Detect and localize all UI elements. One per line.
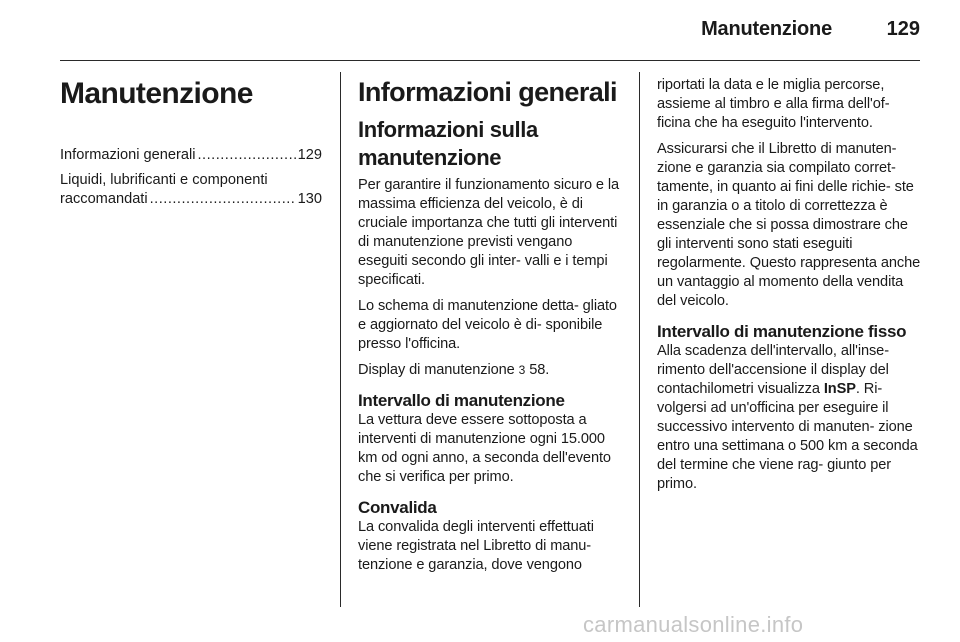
paragraph: Assicurarsi che il Libretto di manuten- zione e garanzia sia compilato corret- tamente, in quanto ai fini delle richie- ste in garanzia o a titolo di correttezza è essenziale che si possa dimostrare che gli interventi sono stati eseguiti regolarmente. Questo rappresenta anche un vantaggio al momento della vendita del veicolo. xyxy=(657,141,921,309)
paragraph: riportati la data e le miglia percorse, assieme al timbro e alla firma dell'of- ficina che ha eseguito l'intervento. xyxy=(657,77,890,131)
section-heading: Informazioni generali xyxy=(358,77,617,107)
toc-entry-fluids[interactable] xyxy=(60,171,322,209)
content-column-2 xyxy=(358,70,622,582)
paragraph: La convalida degli interventi effettuati viene registrata nel Libretto di manu- tenzione e garanzia, dove vengono xyxy=(358,519,594,573)
page-number: 129 xyxy=(886,18,920,40)
toc-entry-page: 129 xyxy=(297,147,322,163)
heading-service-interval: Intervallo di manutenzione xyxy=(358,391,565,410)
watermark: carmanualsonline.info xyxy=(583,612,804,637)
toc-dot-leader xyxy=(150,190,296,209)
cross-reference-text: Display di manutenzione xyxy=(358,362,515,378)
page-reference-arrow-icon[interactable]: 3 xyxy=(518,363,526,377)
running-header-title: Manutenzione xyxy=(701,18,832,40)
toc-entry-label: Informazioni generali xyxy=(60,147,196,163)
paragraph-text: . Ri- volgersi ad un'officina per eseguire il successivo intervento di manuten- zione entro una settimana o 500 km a seconda del termine che viene rag- giunto per primo. xyxy=(657,381,918,492)
display-code: InSP xyxy=(823,381,856,397)
chapter-title: Manutenzione xyxy=(60,77,253,110)
paragraph xyxy=(657,342,922,494)
heading-fixed-service-interval: Intervallo di manutenzione fisso xyxy=(657,322,907,341)
chapter-column xyxy=(60,70,322,215)
toc-entry-page: 130 xyxy=(297,191,322,207)
toc-entry-label-line2: raccomandati xyxy=(60,191,148,207)
cross-reference-paragraph xyxy=(358,361,622,380)
heading-validation: Convalida xyxy=(358,498,437,517)
paragraph-text: Alla scadenza dell'intervallo, all'inse- rimento dell'accensione il display del contachilometri visualizza xyxy=(657,343,889,397)
toc-entry-label-line1: Liquidi, lubrificanti e componenti xyxy=(60,172,268,188)
column-divider-1 xyxy=(340,72,341,607)
paragraph: Per garantire il funzionamento sicuro e la massima efficienza del veicolo, è di cruciale importanza che tutti gli interventi di manutenzione previsti vengano eseguiti secondo gli inter- valli e i tempi specificati. xyxy=(358,177,620,288)
cross-reference-page[interactable]: 58. xyxy=(525,362,550,378)
paragraph: La vettura deve essere sottoposta a interventi di manutenzione ogni 15.000 km od ogni anno, a seconda dell'evento che si verifica per primo. xyxy=(358,412,611,485)
toc-entry-general-info[interactable] xyxy=(60,146,322,165)
toc-dot-leader xyxy=(197,146,295,165)
subsection-heading: Informazioni sulla manutenzione xyxy=(358,117,538,170)
column-divider-2 xyxy=(639,72,640,607)
paragraph: Lo schema di manutenzione detta- gliato e aggiornato del veicolo è di- sponibile presso l'officina. xyxy=(358,298,617,352)
header-divider xyxy=(60,60,920,61)
content-column-3 xyxy=(657,70,922,501)
